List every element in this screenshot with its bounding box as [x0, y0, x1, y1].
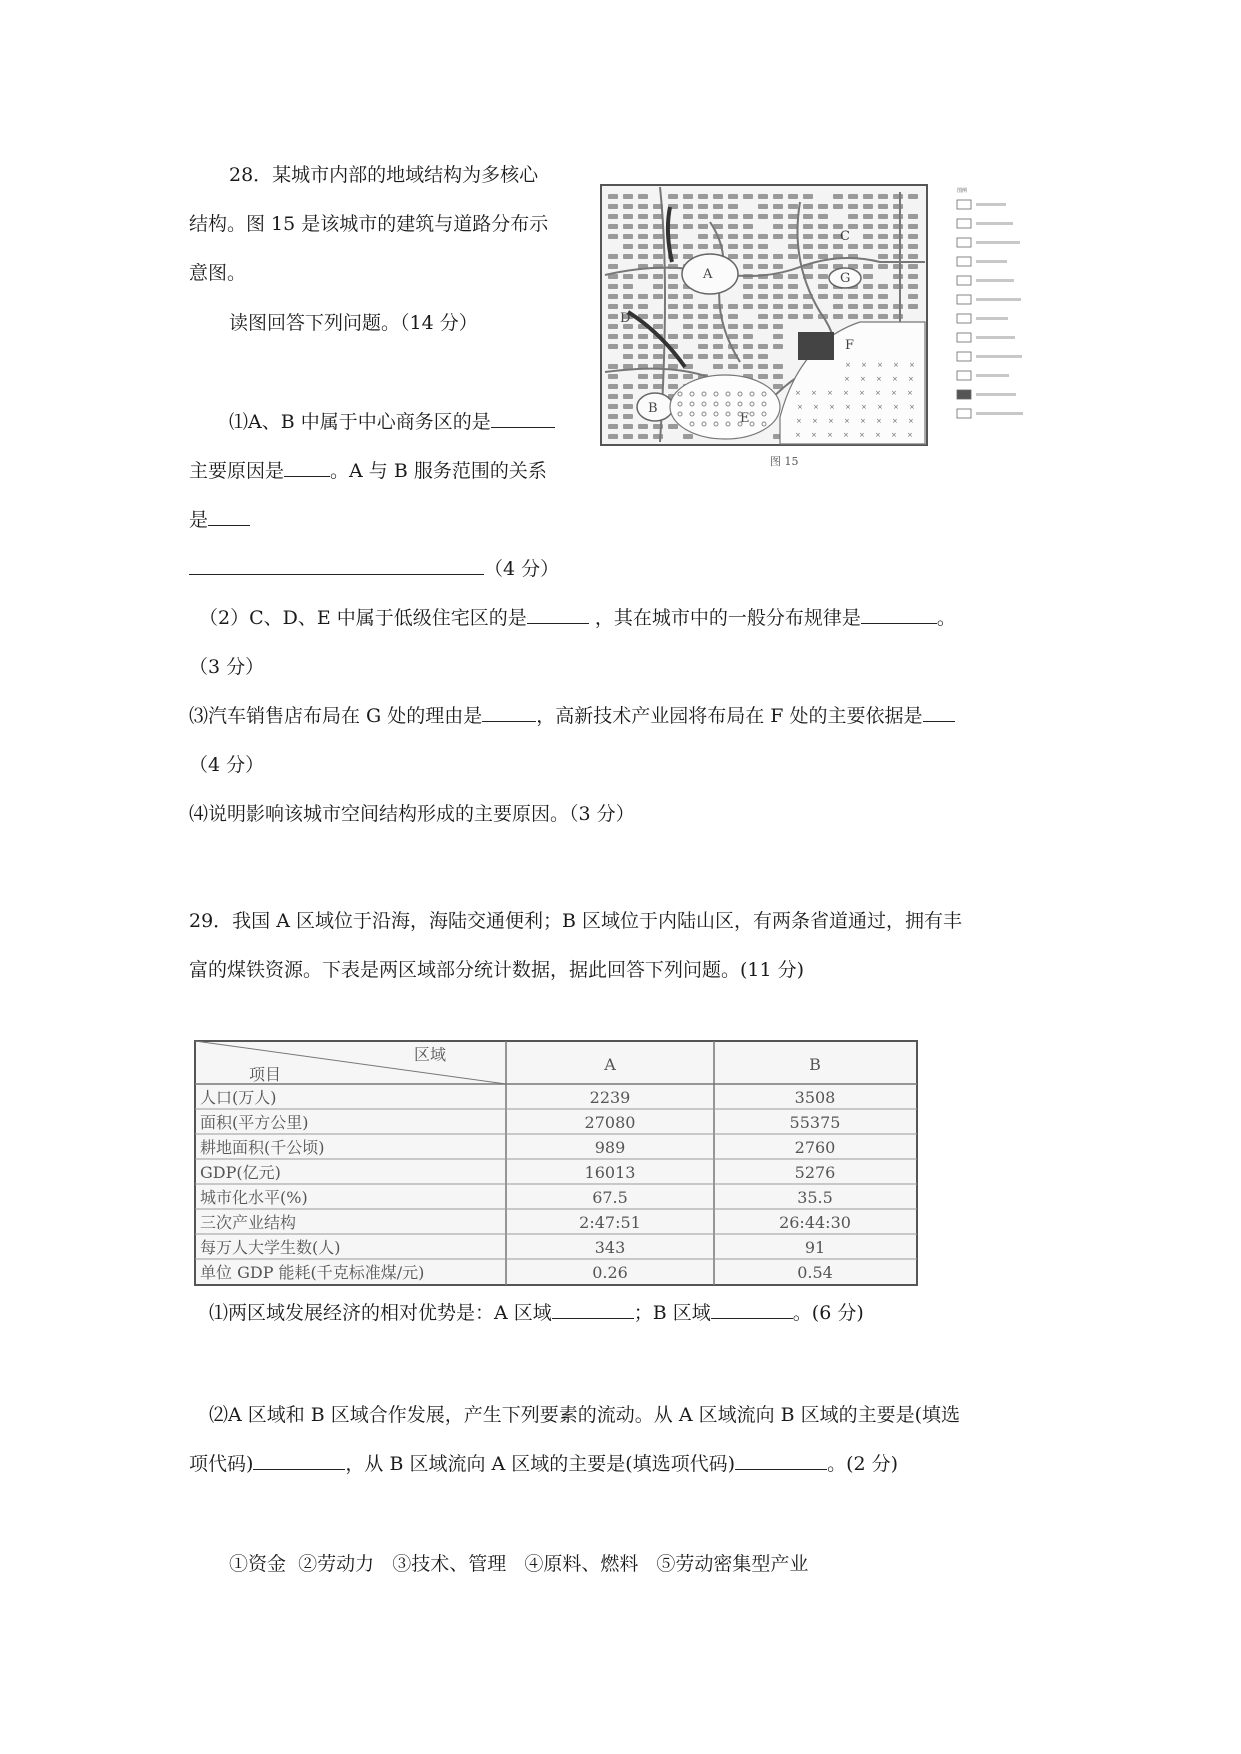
- svg-text:×: ×: [827, 431, 833, 439]
- map-label-d: D: [620, 311, 631, 326]
- svg-text:×: ×: [829, 403, 835, 411]
- answer-blank[interactable]: [482, 703, 536, 722]
- answer-blank[interactable]: [189, 556, 484, 575]
- svg-text:×: ×: [876, 375, 882, 383]
- table-cell-item: 每万人大学生数(人): [200, 1238, 341, 1257]
- answer-blank[interactable]: [711, 1300, 793, 1319]
- figure-caption: 图 15: [770, 455, 799, 468]
- svg-text:×: ×: [907, 431, 913, 439]
- q29-line2: 富的煤铁资源。下表是两区域部分统计数据，据此回答下列问题。(11 分): [189, 959, 805, 981]
- svg-text:×: ×: [812, 417, 818, 425]
- svg-text:×: ×: [907, 389, 913, 397]
- svg-text:×: ×: [795, 389, 801, 397]
- q28-part2-mid: ，其在城市中的一般分布规律是: [588, 607, 861, 629]
- legend-title: 图例: [957, 188, 968, 194]
- district-e-area: [670, 375, 780, 439]
- q28-part2-text: （2）C、D、E 中属于低级住宅区的是: [199, 607, 527, 629]
- map-label-a: A: [703, 267, 713, 282]
- svg-text:×: ×: [844, 375, 850, 383]
- table-cell-item: 城市化水平(%): [200, 1188, 308, 1207]
- answer-blank[interactable]: [253, 1451, 345, 1470]
- table-header-item: 项目: [249, 1065, 282, 1084]
- map-label-g: G: [840, 271, 851, 286]
- table-cell-b: 5276: [794, 1163, 836, 1182]
- city-map-svg: [600, 182, 1060, 472]
- svg-text:×: ×: [875, 389, 881, 397]
- table-cell-a: 0.26: [592, 1263, 628, 1282]
- svg-text:×: ×: [795, 431, 801, 439]
- svg-text:×: ×: [908, 417, 914, 425]
- table-cell-item: 人口(万人): [200, 1088, 277, 1107]
- table-cell-a: 2239: [589, 1088, 631, 1107]
- svg-text:×: ×: [893, 361, 899, 369]
- q29-part2-label: 项代码): [189, 1453, 254, 1475]
- svg-text:×: ×: [892, 417, 898, 425]
- svg-text:×: ×: [813, 403, 819, 411]
- svg-text:×: ×: [859, 431, 865, 439]
- svg-text:×: ×: [891, 389, 897, 397]
- svg-text:×: ×: [797, 403, 803, 411]
- table-cell-b: 91: [804, 1238, 826, 1257]
- q28-part3-mid: ，高新技术产业园将布局在 F 处的主要依据是: [536, 705, 923, 727]
- svg-text:×: ×: [893, 403, 899, 411]
- answer-blank[interactable]: [735, 1451, 827, 1470]
- table-cell-a: 16013: [584, 1163, 636, 1182]
- svg-text:×: ×: [908, 375, 914, 383]
- table-header-b: B: [809, 1055, 821, 1074]
- svg-text:×: ×: [877, 361, 883, 369]
- svg-text:×: ×: [860, 375, 866, 383]
- svg-text:×: ×: [877, 403, 883, 411]
- table-cell-b: 26:44:30: [779, 1213, 851, 1232]
- answer-blank[interactable]: [491, 409, 555, 428]
- svg-text:×: ×: [891, 431, 897, 439]
- svg-text:×: ×: [859, 389, 865, 397]
- q28-line4: 读图回答下列问题。（14 分）: [229, 312, 478, 334]
- answer-blank[interactable]: [527, 605, 589, 624]
- q28-part2: [199, 605, 956, 631]
- q29-part1-text: ⑴两区域发展经济的相对优势是：A 区域: [209, 1302, 552, 1324]
- svg-text:×: ×: [811, 389, 817, 397]
- svg-text:×: ×: [860, 417, 866, 425]
- q28-part1-line2: [189, 458, 547, 484]
- svg-text:×: ×: [861, 403, 867, 411]
- q28-part1-relation: 。A 与 B 服务范围的关系: [330, 460, 547, 482]
- table-cell-b: 3508: [794, 1088, 836, 1107]
- table-cell-item: 单位 GDP 能耗(千克标准煤/元): [200, 1263, 425, 1282]
- answer-blank[interactable]: [284, 458, 330, 477]
- table-header-a: A: [604, 1055, 616, 1074]
- answer-blank[interactable]: [552, 1300, 634, 1319]
- q28-line2: 结构。图 15 是该城市的建筑与道路分布示: [189, 213, 549, 235]
- map-label-b: B: [648, 401, 658, 416]
- answer-blank[interactable]: [861, 605, 937, 624]
- map-label-f: F: [845, 338, 855, 353]
- q28-part2-score: （3 分）: [189, 656, 265, 678]
- q28-part3-score: （4 分）: [189, 754, 265, 776]
- table-cell-b: 2760: [794, 1138, 836, 1157]
- q29-options: ①资金 ②劳动力 ③技术、管理 ④原料、燃料 ⑤劳动密集型产业: [229, 1553, 809, 1575]
- svg-text:×: ×: [845, 403, 851, 411]
- map-label-c: C: [840, 229, 850, 244]
- svg-text:×: ×: [811, 431, 817, 439]
- q28-part1-reason: 主要原因是: [189, 460, 285, 482]
- table-cell-a: 67.5: [592, 1188, 628, 1207]
- q29-part1-mid: ；B 区域: [633, 1302, 711, 1324]
- map-legend: [957, 187, 1023, 418]
- q29-part1-end: 。(6 分): [792, 1302, 864, 1324]
- q28-part3: [189, 703, 955, 729]
- svg-text:×: ×: [828, 417, 834, 425]
- svg-text:×: ×: [861, 361, 867, 369]
- svg-text:×: ×: [876, 417, 882, 425]
- svg-text:×: ×: [843, 431, 849, 439]
- q28-line1: 28．某城市内部的地域结构为多核心: [229, 164, 539, 186]
- q28-part1-score: （4 分）: [484, 558, 560, 580]
- q28-part1-text: ⑴A、B 中属于中心商务区的是: [229, 411, 491, 433]
- q28-part2-end: 。: [936, 607, 956, 629]
- table-cell-b: 0.54: [797, 1263, 833, 1282]
- svg-text:×: ×: [827, 389, 833, 397]
- svg-text:×: ×: [875, 431, 881, 439]
- q28-part1-line4: [189, 556, 559, 582]
- table-cell-item: GDP(亿元): [200, 1163, 281, 1182]
- table-header-region: 区域: [414, 1045, 447, 1064]
- q28-part3-text: ⑶汽车销售店布局在 G 处的理由是: [189, 705, 483, 727]
- q29-part2-end: 。(2 分): [827, 1453, 899, 1475]
- city-map-figure: [600, 182, 1060, 472]
- q29-line1: 29．我国 A 区域位于沿海，海陆交通便利；B 区域位于内陆山区，有两条省道通过，拥有丰: [189, 910, 962, 932]
- table-cell-b: 35.5: [797, 1188, 833, 1207]
- q28-part1-is: 是: [189, 509, 209, 531]
- q29-part1: [209, 1300, 864, 1326]
- table-cell-a: 2:47:51: [579, 1213, 641, 1232]
- table-cell-b: 55375: [789, 1113, 841, 1132]
- svg-text:×: ×: [845, 361, 851, 369]
- svg-text:×: ×: [843, 389, 849, 397]
- q29-part2-mid: ，从 B 区域流向 A 区域的主要是(填选项代码): [345, 1453, 736, 1475]
- answer-blank[interactable]: [208, 507, 250, 526]
- table-cell-item: 面积(平方公里): [200, 1113, 309, 1132]
- table-cell-item: 三次产业结构: [200, 1213, 297, 1232]
- q28-part1-line3: [189, 507, 250, 533]
- svg-text:×: ×: [909, 361, 915, 369]
- q28-part1-line1: [229, 409, 555, 435]
- svg-text:×: ×: [796, 417, 802, 425]
- q28-line3: 意图。: [189, 262, 247, 284]
- map-label-e: E: [740, 411, 750, 426]
- q29-part2-line2: [189, 1451, 898, 1477]
- answer-blank[interactable]: [923, 703, 955, 722]
- industrial-block: [798, 332, 834, 360]
- region-stats-table: [194, 1040, 918, 1288]
- q29-part2-line1: ⑵A 区域和 B 区域合作发展，产生下列要素的流动。从 A 区域流向 B 区域的主要是(填选: [209, 1404, 961, 1426]
- region-stats-table-svg: [194, 1040, 918, 1288]
- table-cell-a: 989: [594, 1138, 626, 1157]
- svg-text:×: ×: [844, 417, 850, 425]
- table-cell-item: 耕地面积(千公顷): [200, 1138, 325, 1157]
- svg-text:×: ×: [909, 403, 915, 411]
- q28-part4: ⑷说明影响该城市空间结构形成的主要原因。（3 分）: [189, 803, 635, 825]
- table-cell-a: 27080: [584, 1113, 636, 1132]
- svg-text:×: ×: [892, 375, 898, 383]
- table-cell-a: 343: [594, 1238, 626, 1257]
